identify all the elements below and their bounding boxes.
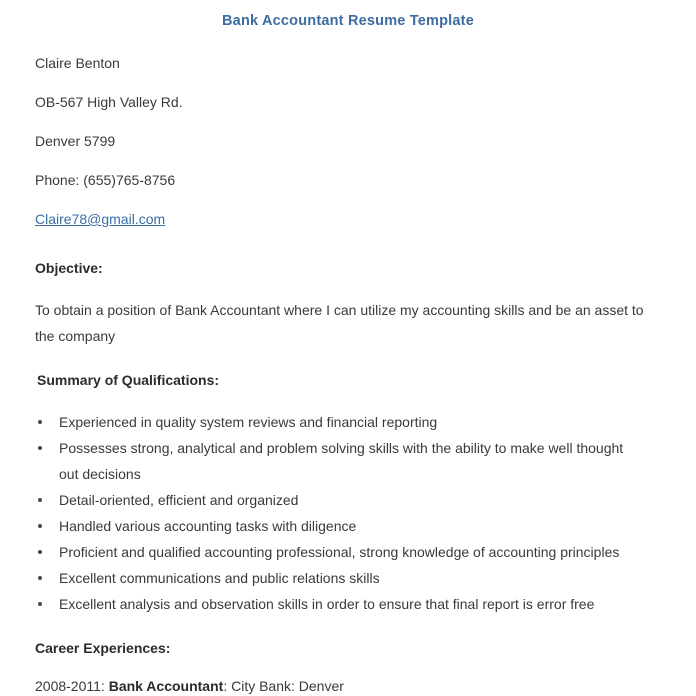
- list-item: [38, 487, 646, 513]
- objective-text: To obtain a position of Bank Accountant where I can utilize my accounting skills and be an asset to the company: [35, 302, 644, 344]
- qualifications-heading: Summary of Qualifications:: [37, 372, 220, 388]
- bullet-icon: [38, 576, 42, 580]
- career-heading: Career Experiences:: [35, 640, 171, 656]
- list-item-text: Handled various accounting tasks with diligence: [59, 518, 357, 534]
- spacer: [35, 249, 646, 259]
- career-entry-role: Bank Accountant: [108, 678, 224, 694]
- list-item: [38, 435, 646, 487]
- career-entry: [35, 677, 646, 695]
- candidate-name: Claire Benton: [35, 55, 120, 71]
- list-item-text: Possesses strong, analytical and problem solving skills with the ability to make well thought out decisions: [59, 440, 624, 482]
- list-item: [38, 539, 646, 565]
- contact-phone: Phone: (655)765-8756: [35, 172, 176, 188]
- career-entry-employer: : City Bank: Denver: [223, 678, 344, 694]
- spacer: [35, 617, 646, 639]
- bullet-icon: [38, 498, 42, 502]
- bullet-icon: [38, 446, 42, 450]
- qualifications-list: [35, 409, 646, 617]
- contact-address: OB-567 High Valley Rd.: [35, 94, 183, 110]
- list-item-text: Detail-oriented, efficient and organized: [59, 492, 299, 508]
- contact-block: [35, 54, 646, 228]
- contact-email-row: [35, 210, 646, 228]
- list-item-text: Experienced in quality system reviews and financial reporting: [59, 414, 438, 430]
- contact-city-zip: Denver 5799: [35, 133, 116, 149]
- page-title: Bank Accountant Resume Template: [222, 13, 474, 29]
- list-item: [38, 513, 646, 539]
- list-item: [38, 591, 646, 617]
- bullet-icon: [38, 550, 42, 554]
- career-entry-dates: 2008-2011:: [35, 678, 109, 694]
- list-item: [38, 565, 646, 591]
- list-item-text: Excellent analysis and observation skills in order to ensure that final report is error free: [59, 596, 595, 612]
- spacer: [35, 355, 646, 371]
- email-link[interactable]: Claire78@gmail.com: [35, 211, 166, 227]
- list-item-text: Excellent communications and public relations skills: [59, 570, 380, 586]
- list-item-text: Proficient and qualified accounting professional, strong knowledge of accounting principles: [59, 544, 620, 560]
- list-item: [38, 409, 646, 435]
- objective-heading: Objective:: [35, 260, 103, 276]
- document-body: [0, 54, 696, 695]
- bullet-icon: [38, 420, 42, 424]
- bullet-icon: [38, 524, 42, 528]
- bullet-icon: [38, 602, 42, 606]
